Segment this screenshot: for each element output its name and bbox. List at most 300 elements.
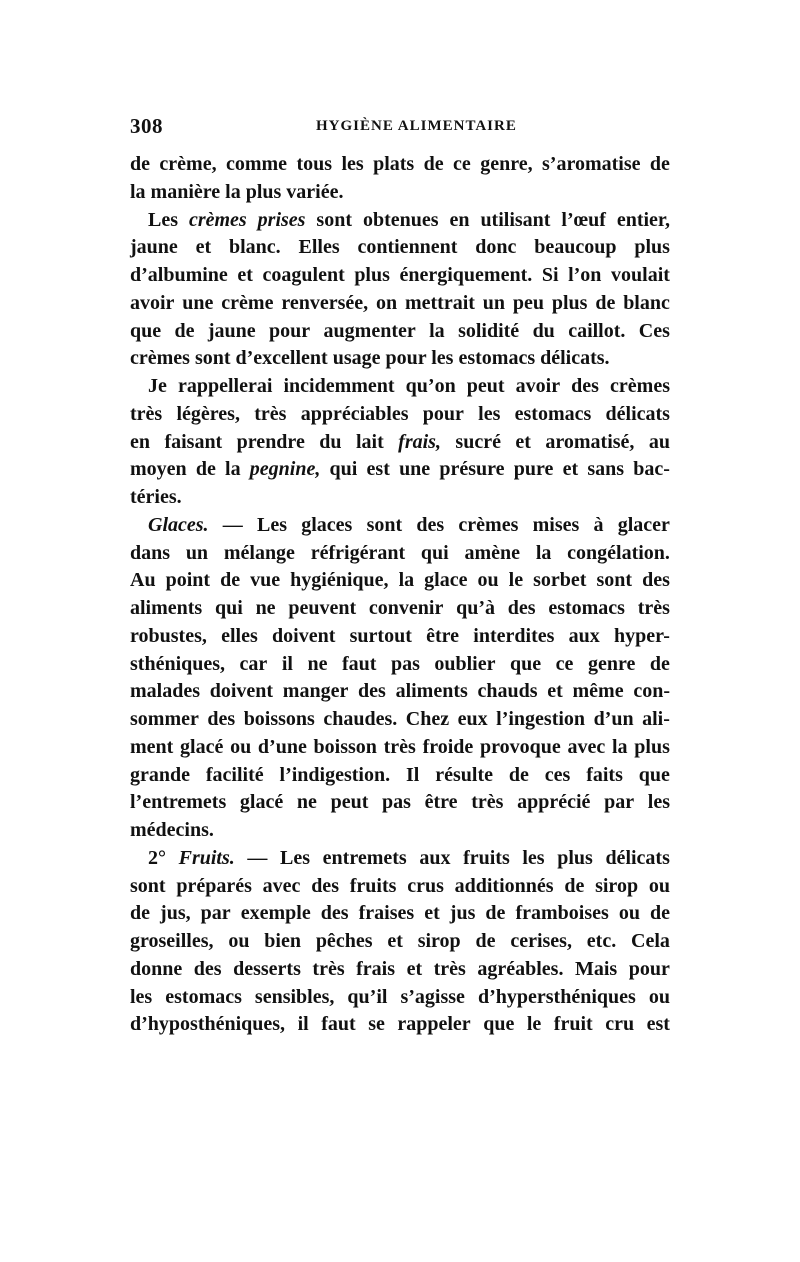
text-line [130, 623, 670, 651]
word: que [130, 319, 162, 342]
word: dans [130, 541, 171, 564]
word: l’œuf [561, 208, 606, 231]
word: rappellerai [177, 375, 273, 397]
word: en [130, 430, 150, 453]
word: pas [382, 791, 411, 814]
word: additionnés [454, 874, 554, 897]
word: la [535, 541, 552, 564]
text-line [130, 984, 670, 1012]
text-line [130, 429, 670, 457]
word: qu’il [347, 985, 388, 1008]
word: sirop [417, 930, 461, 952]
word: des [358, 680, 386, 703]
word: sthéniques, [130, 652, 226, 675]
word: très [637, 597, 670, 619]
word: con- [633, 680, 670, 703]
word: mises [532, 513, 580, 536]
word: avoir [130, 291, 175, 314]
running-head [130, 114, 666, 144]
word: par [200, 902, 231, 925]
word: hyper- [614, 624, 670, 647]
word: que [510, 652, 542, 675]
text-line [130, 484, 670, 512]
word: doivent [209, 680, 274, 703]
word: prendre [236, 430, 305, 453]
word: se [368, 1013, 385, 1036]
word: il [297, 1013, 309, 1036]
word: comme [225, 153, 288, 175]
text-line [130, 845, 670, 873]
word: groseilles, [130, 930, 214, 952]
word: l’ingestion [496, 708, 586, 730]
word: framboises [515, 902, 609, 925]
word: vue [250, 569, 281, 592]
word: estomacs [548, 597, 625, 619]
word: sensibles, [254, 985, 335, 1008]
word: de [649, 652, 670, 675]
word: des [507, 597, 536, 619]
word: ne [255, 597, 276, 619]
word: pêches [315, 930, 373, 952]
word: caillot. [568, 319, 626, 342]
word: et [547, 680, 563, 703]
word: Chez [405, 708, 450, 730]
word: de [174, 319, 195, 342]
word: de [508, 763, 529, 786]
word: plus [557, 846, 593, 869]
word: du [532, 319, 555, 342]
word: et [387, 930, 403, 952]
word: eux [457, 708, 488, 730]
word: le [508, 569, 524, 592]
word: contiennent [357, 236, 458, 259]
text-line [130, 762, 670, 790]
word: très [471, 791, 504, 814]
word: être [424, 791, 458, 814]
word: de [195, 458, 216, 481]
word: chauds [477, 680, 538, 703]
word: peu [512, 291, 545, 314]
word: peuvent [288, 597, 357, 619]
word: et [406, 957, 423, 980]
text-line [130, 595, 670, 623]
word: de [423, 153, 444, 175]
word: oublier [434, 652, 496, 675]
word: plus [634, 735, 670, 758]
word: qu’on [405, 375, 456, 397]
word: des [311, 874, 339, 897]
word: elles [221, 624, 258, 647]
word: avoir [515, 375, 561, 397]
word: les [130, 985, 153, 1008]
word: faut [341, 652, 377, 675]
text-line [130, 956, 670, 984]
word: glaces [301, 513, 353, 536]
word: sommer [130, 708, 199, 730]
word: crèmes [610, 375, 670, 397]
word: aux [419, 846, 451, 869]
word: pour [422, 402, 464, 425]
word: plus [354, 264, 390, 286]
word: prises [257, 208, 306, 231]
text-line [130, 789, 670, 817]
word: des [207, 708, 236, 730]
word: ment [130, 735, 174, 758]
word: très [254, 402, 287, 425]
word: crème, [159, 153, 217, 175]
word: qui [420, 541, 449, 564]
word: faut [321, 1013, 356, 1036]
word: présure [439, 458, 505, 481]
word: pure [513, 458, 554, 481]
word: Je [148, 375, 167, 397]
word: un [185, 541, 209, 564]
word: à [593, 513, 604, 536]
word: beaucoup [534, 236, 617, 259]
word: avec [567, 735, 606, 758]
text-line [130, 207, 670, 235]
word: et [237, 264, 253, 286]
word: très [312, 957, 345, 980]
word: genre [587, 652, 636, 675]
word: réfrigérant [310, 541, 406, 564]
word: entremets [322, 846, 407, 869]
word: appréciables [300, 402, 409, 425]
word: boisson [313, 735, 377, 758]
word: l’indigestion. [279, 763, 391, 786]
word: bac- [633, 458, 670, 481]
word: d’hyposthéniques, [130, 1013, 286, 1036]
word: donne [130, 957, 183, 980]
word: Les [257, 513, 288, 536]
word: glacer [617, 513, 670, 536]
word: sorbet [533, 569, 587, 592]
word: de [130, 902, 150, 925]
word: solidité [458, 319, 520, 342]
word: la [611, 735, 628, 758]
word: de [650, 902, 670, 925]
word: sucré [455, 430, 501, 453]
word: donc [475, 236, 517, 259]
word: boissons [243, 708, 315, 730]
word: frais, [398, 430, 441, 453]
word: qu’à [456, 597, 495, 619]
word: de [220, 569, 241, 592]
word: faits [586, 763, 623, 786]
text-line [130, 706, 670, 734]
word: genre, [480, 153, 533, 175]
word: estomacs [514, 402, 592, 425]
text-line [130, 234, 670, 262]
word: et [195, 236, 212, 259]
word: plus [551, 291, 588, 314]
word: apprécié [517, 791, 591, 814]
word: chaudes. [323, 708, 398, 730]
word: crème [221, 291, 274, 314]
word: crèmes [458, 513, 519, 536]
word: car [239, 652, 268, 675]
word: des [642, 569, 670, 592]
word: pegnine, [249, 458, 321, 481]
word: Glaces. [148, 513, 209, 536]
text-line [130, 151, 670, 179]
word: les [522, 846, 545, 869]
word: aliments [395, 680, 468, 703]
word: crèmes [188, 208, 247, 231]
word: aux [568, 624, 600, 647]
word: de [485, 902, 506, 925]
word: est [646, 1013, 670, 1036]
text-line [130, 1011, 670, 1039]
word: faisant [164, 430, 223, 453]
word: l’entremets [130, 791, 227, 814]
text-run: téries. [130, 486, 182, 508]
word: s’agisse [400, 985, 465, 1008]
word: tous [296, 153, 333, 175]
word: incidemment [283, 375, 395, 397]
word: une [399, 458, 431, 481]
word: grande [130, 763, 190, 786]
word: provoque [480, 735, 561, 758]
word: lait [355, 430, 384, 453]
text-line [130, 512, 670, 540]
word: très [130, 402, 163, 425]
word: interdites [473, 624, 555, 647]
word: ne [307, 652, 328, 675]
word: même [572, 680, 624, 703]
word: glacé [180, 735, 224, 758]
word: ou [648, 985, 670, 1008]
word: surtout [349, 624, 412, 647]
word: sont [316, 208, 352, 231]
word: ali- [642, 708, 670, 730]
word: sont [130, 874, 166, 897]
word: d’hypersthéniques [477, 985, 636, 1008]
word: les [341, 153, 364, 175]
word: pour [628, 957, 670, 980]
word: Mais [575, 957, 618, 980]
word: ou [230, 735, 252, 758]
word: que [638, 763, 670, 786]
word: augmenter [323, 319, 416, 342]
word: — [222, 513, 243, 536]
word: fruit [553, 1013, 593, 1036]
word: Ces [638, 319, 670, 342]
word: est [366, 458, 390, 481]
word: l’on [568, 264, 602, 286]
word: Cela [631, 930, 670, 952]
text-line [130, 734, 670, 762]
text-line [130, 678, 670, 706]
word: la [225, 458, 241, 481]
running-title: HYGIÈNE ALIMENTAIRE [316, 118, 517, 134]
word: il [281, 652, 293, 675]
word: blanc [623, 291, 670, 314]
word: jaune [130, 236, 178, 259]
word: rappeler [397, 1013, 471, 1036]
word: crus [407, 874, 444, 897]
word: ce [555, 652, 574, 675]
word: par [604, 791, 635, 814]
word: plus [634, 236, 670, 259]
text-run: médecins. [130, 819, 214, 841]
word: estomacs [165, 985, 242, 1008]
word: obtenues [362, 208, 439, 231]
page-number: 308 [130, 114, 163, 138]
word: ne [296, 791, 317, 814]
word: qui [329, 458, 358, 481]
word: les [478, 402, 501, 425]
word: hygiénique, [290, 569, 389, 592]
word: la [398, 569, 415, 592]
word: des [571, 375, 599, 397]
text-line [130, 262, 670, 290]
word: jaune [207, 319, 256, 342]
word: sans [587, 458, 625, 481]
word: frais [356, 957, 396, 980]
word: ces [544, 763, 571, 786]
text-line [130, 873, 670, 901]
word: mettrait [404, 291, 475, 314]
word: un [482, 291, 506, 314]
word: Elles [298, 236, 340, 259]
word: de [475, 930, 496, 952]
word: on [375, 291, 398, 314]
word: délicats [605, 402, 670, 425]
word: très [433, 957, 466, 980]
text-line [130, 290, 670, 318]
word: le [526, 1013, 542, 1036]
word: — [247, 846, 268, 869]
word: et [424, 902, 440, 925]
text-line [130, 318, 670, 346]
word: sirop [595, 874, 639, 897]
word: entier, [616, 208, 670, 231]
text-line [130, 456, 670, 484]
word: peut [330, 791, 369, 814]
text-line [130, 179, 670, 207]
word: aromatisé, [545, 430, 635, 453]
word: sont [366, 513, 403, 536]
word: bien [264, 930, 301, 952]
word: des [193, 957, 222, 980]
text-line [130, 900, 670, 928]
word: coagulent [262, 264, 345, 286]
word: des [320, 902, 349, 925]
word: robustes, [130, 624, 207, 647]
word: cru [605, 1013, 635, 1036]
word: pour [269, 319, 311, 342]
word: Les [280, 846, 311, 869]
word: d’albumine [130, 264, 228, 286]
word: la [429, 319, 445, 342]
text-line [130, 401, 670, 429]
word: Au [130, 569, 156, 592]
word: etc. [586, 930, 617, 952]
word: préparés [176, 874, 252, 897]
word: ou [477, 569, 499, 592]
text-line [130, 928, 670, 956]
word: Il [406, 763, 420, 786]
word: ou [228, 930, 250, 952]
text-line [130, 817, 670, 845]
word: les [647, 791, 670, 814]
word: point [165, 569, 211, 592]
word: en [449, 208, 470, 231]
text-run: crèmes sont d’excellent usage pour les estomacs délicats. [130, 347, 610, 370]
word: légères, [176, 402, 240, 425]
word: au [648, 430, 670, 453]
word: sont [596, 569, 633, 592]
word: froide [422, 735, 474, 758]
word: aliments [130, 597, 203, 619]
word: et [562, 458, 579, 481]
word: jus [449, 902, 476, 925]
word: manger [282, 680, 349, 703]
word: que [483, 1013, 515, 1036]
word: énergiquement. [399, 264, 533, 286]
word: voulait [611, 264, 670, 286]
word: ou [618, 902, 640, 925]
word: Si [541, 264, 559, 286]
word: moyen [130, 458, 187, 481]
word: Les [148, 208, 178, 231]
word: mélange [223, 541, 295, 564]
word: desserts [233, 957, 301, 980]
word: être [426, 624, 460, 647]
text-line [130, 651, 670, 679]
body-text [130, 151, 670, 1039]
text-line [130, 345, 670, 373]
word: plats [373, 153, 415, 175]
word: cerises, [510, 930, 572, 952]
word: qui [214, 597, 243, 619]
word: s’aromatise [542, 153, 641, 175]
word: peut [466, 375, 505, 397]
word: facilité [205, 763, 264, 786]
word: glacé [239, 791, 284, 814]
word: renversée, [281, 291, 369, 314]
word: pas [390, 652, 420, 675]
text-line [130, 567, 670, 595]
word: du [319, 430, 342, 453]
word: utilisant [480, 208, 551, 231]
word: exemple [240, 902, 311, 925]
word: ou [648, 874, 670, 897]
word: amène [464, 541, 521, 564]
word: congélation. [567, 541, 670, 564]
word: fraises [358, 902, 415, 925]
word: de [649, 153, 670, 175]
word: d’une [257, 735, 307, 758]
word: d’un [593, 708, 634, 730]
word: de [564, 874, 585, 897]
word: des [416, 513, 445, 536]
word: malades [130, 680, 200, 703]
word: fruits [463, 846, 510, 869]
word: agréables. [477, 957, 564, 980]
word: glace [424, 569, 468, 592]
word: résulte [435, 763, 493, 786]
word: et [515, 430, 531, 453]
word: de [595, 291, 616, 314]
word: 2° [148, 846, 166, 869]
word: Fruits. [178, 846, 235, 869]
text-line [130, 540, 670, 568]
word: ce [453, 153, 471, 175]
word: doivent [272, 624, 336, 647]
word: avec [262, 874, 301, 897]
